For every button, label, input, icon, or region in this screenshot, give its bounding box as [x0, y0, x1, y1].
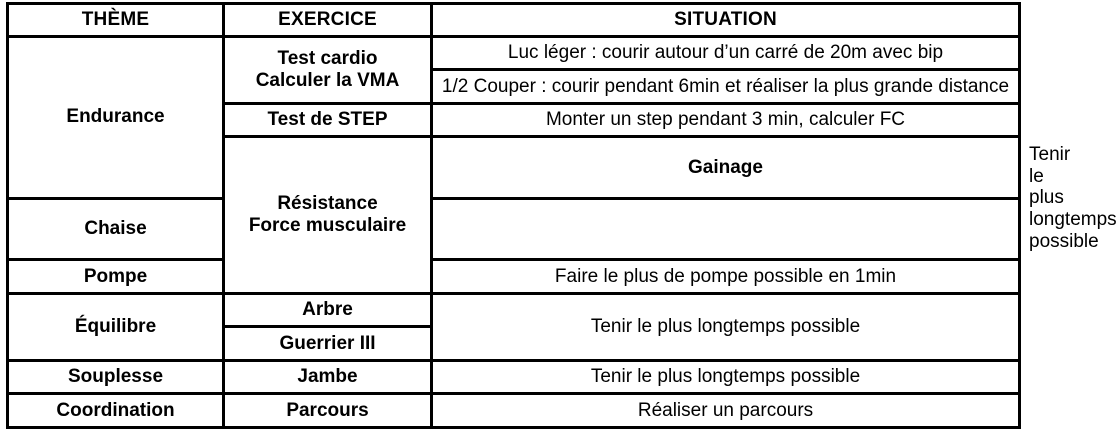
theme-cell-coordination: Coordination: [8, 394, 224, 428]
table-header: [8, 4, 1020, 37]
situation-cell-demi-couper: 1/2 Couper : courir pendant 6min et réaliser la plus grande distance: [432, 70, 1020, 104]
table-row: [8, 260, 1020, 294]
column-header-theme: THÈME: [8, 4, 224, 37]
table-row: [8, 36, 1020, 70]
situation-cell-step: Monter un step pendant 3 min, calculer FC: [432, 103, 1020, 137]
table-row: [8, 198, 1020, 259]
situation-cell-pompe: Faire le plus de pompe possible en 1min: [432, 260, 1020, 294]
exercise-table: [6, 2, 1117, 429]
theme-cell-souplesse: Souplesse: [8, 360, 224, 394]
exercice-cell-chaise: Chaise: [8, 198, 224, 259]
exercice-cell-gainage: Gainage: [432, 137, 1020, 198]
column-header-exercice: EXERCICE: [224, 4, 432, 37]
situation-cell-luc-leger: Luc léger : courir autour d’un carré de 20m avec bip: [432, 36, 1020, 70]
theme-cell-equilibre: Équilibre: [8, 293, 224, 360]
situation-cell-tenir-longtemps-3: Tenir le plus longtemps possible: [432, 360, 1020, 394]
table-body: [8, 36, 1117, 427]
column-header-situation: SITUATION: [432, 4, 1020, 37]
theme-label-line2: Force musculaire: [248, 215, 407, 237]
table-row: [8, 394, 1020, 428]
theme-cell-endurance: Endurance: [8, 36, 224, 198]
exercice-cell-jambe: Jambe: [224, 360, 432, 394]
exercice-cell-pompe: Pompe: [8, 260, 224, 294]
exercice-cell-test-cardio: [224, 36, 432, 103]
situation-cell-tenir-longtemps-2: Tenir le plus longtemps possible: [432, 293, 1020, 360]
theme-cell-resistance: [224, 137, 432, 293]
table-row: Résistance Force musculaire Gainage Tenir le plus longtemps possible: [8, 137, 1020, 198]
exercice-label-line2: Calculer la VMA: [255, 69, 400, 91]
theme-label-line1: Résistance: [277, 193, 378, 215]
exercice-cell-arbre: Arbre: [224, 293, 432, 327]
exercice-label-line1: Test cardio: [277, 48, 378, 70]
exercice-cell-parcours: Parcours: [224, 394, 432, 428]
table-header-row: [8, 4, 1020, 37]
table-row: [8, 360, 1020, 394]
table-row: [8, 293, 1020, 327]
situation-cell-parcours: Réaliser un parcours: [432, 394, 1020, 428]
exercice-cell-guerrier-iii: Guerrier III: [224, 327, 432, 361]
exercice-cell-test-step: Test de STEP: [224, 103, 432, 137]
